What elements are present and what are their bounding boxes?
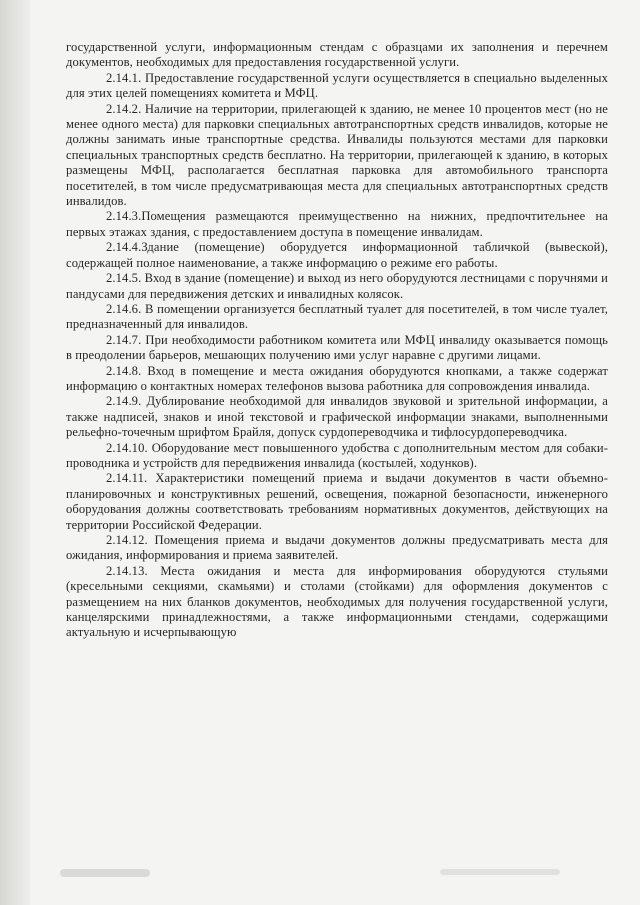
paragraph-2-14-5: 2.14.5. Вход в здание (помещение) и выход из него оборудуются лестницами с поручнями и пандусами для передвижения детских и инвалидных колясок. <box>66 271 608 301</box>
scan-smudge <box>440 869 560 875</box>
paragraph-continuation: государственной услуги, информационным стендам с образцами их заполнения и перечнем документов, необходимых для предоставления государственной услуги. <box>66 40 608 70</box>
paragraph-2-14-8: 2.14.8. Вход в помещение и места ожидания оборудуются кнопками, а также содержат информацию о контактных номерах телефонов вызова работника для сопровождения инвалида. <box>66 363 608 393</box>
paragraph-2-14-2: 2.14.2. Наличие на территории, прилегающей к зданию, не менее 10 процентов мест (но не менее одного места) для парковки специальных автотранспортных средств инвалидов, которые не должны занимать иные транспортные средства. Инвалиды пользуются местами для парковки специальных транспортных средств бесплатно. На территории, прилегающей к зданию, в которых размещены МФЦ, располагается бесплатная парковка для автомобильного транспорта посетителей, в том числе предусматривающая места для специальных автотранспортных средств инвалидов. <box>66 101 608 209</box>
paragraph-2-14-6: 2.14.6. В помещении организуется бесплатный туалет для посетителей, в том числе туалет, предназначенный для инвалидов. <box>66 301 608 332</box>
paragraph-2-14-9: 2.14.9. Дублирование необходимой для инвалидов звуковой и зрительной информации, а также надписей, знаков и иной текстовой и графической информации знаками, выполненными рельефно-точечным шрифтом Брайля, допуск сурдопереводчика и тифлосурдопереводчика. <box>66 394 608 440</box>
paragraph-2-14-1: 2.14.1. Предоставление государственной услуги осуществляется в специально выделенных для этих целей помещениях комитета и МФЦ. <box>66 70 608 101</box>
paragraph-2-14-12: 2.14.12. Помещения приема и выдачи документов должны предусматривать места для ожидания, информирования и приема заявителей. <box>66 533 608 563</box>
paragraph-2-14-11: 2.14.11. Характеристики помещений приема и выдачи документов в части объемно-планировочных и конструктивных решений, освещения, пожарной безопасности, инженерного оборудования должны соответствовать требованиям нормативных документов, действующих на территории Российской Федерации. <box>66 471 608 532</box>
paragraph-2-14-3: 2.14.3.Помещения размещаются преимущественно на нижних, предпочтительнее на первых этажах здания, с предоставлением доступа в помещение инвалидам. <box>66 209 608 239</box>
paragraph-2-14-13: 2.14.13. Места ожидания и места для информирования оборудуются стульями (кресельными секциями, скамьями) и столами (стойками) для оформления документов с размещением на них бланков документов, необходимых для получения государственной услуги, канцелярскими принадлежностями, а также информационными стендами, содержащими актуальную и исчерпывающую <box>66 563 608 640</box>
paragraph-2-14-7: 2.14.7. При необходимости работником комитета или МФЦ инвалиду оказывается помощь в преодолении барьеров, мешающих получению ими услуг наравне с другими лицами. <box>66 332 608 363</box>
document-body <box>66 40 608 641</box>
paragraph-2-14-10: 2.14.10. Оборудование мест повышенного удобства с дополнительным местом для собаки-проводника и устройств для передвижения инвалида (костылей, ходунков). <box>66 440 608 470</box>
scan-smudge <box>60 869 150 877</box>
paragraph-2-14-4: 2.14.4.Здание (помещение) оборудуется информационной табличкой (вывеской), содержащей полное наименование, а также информацию о режиме его работы. <box>66 240 608 270</box>
